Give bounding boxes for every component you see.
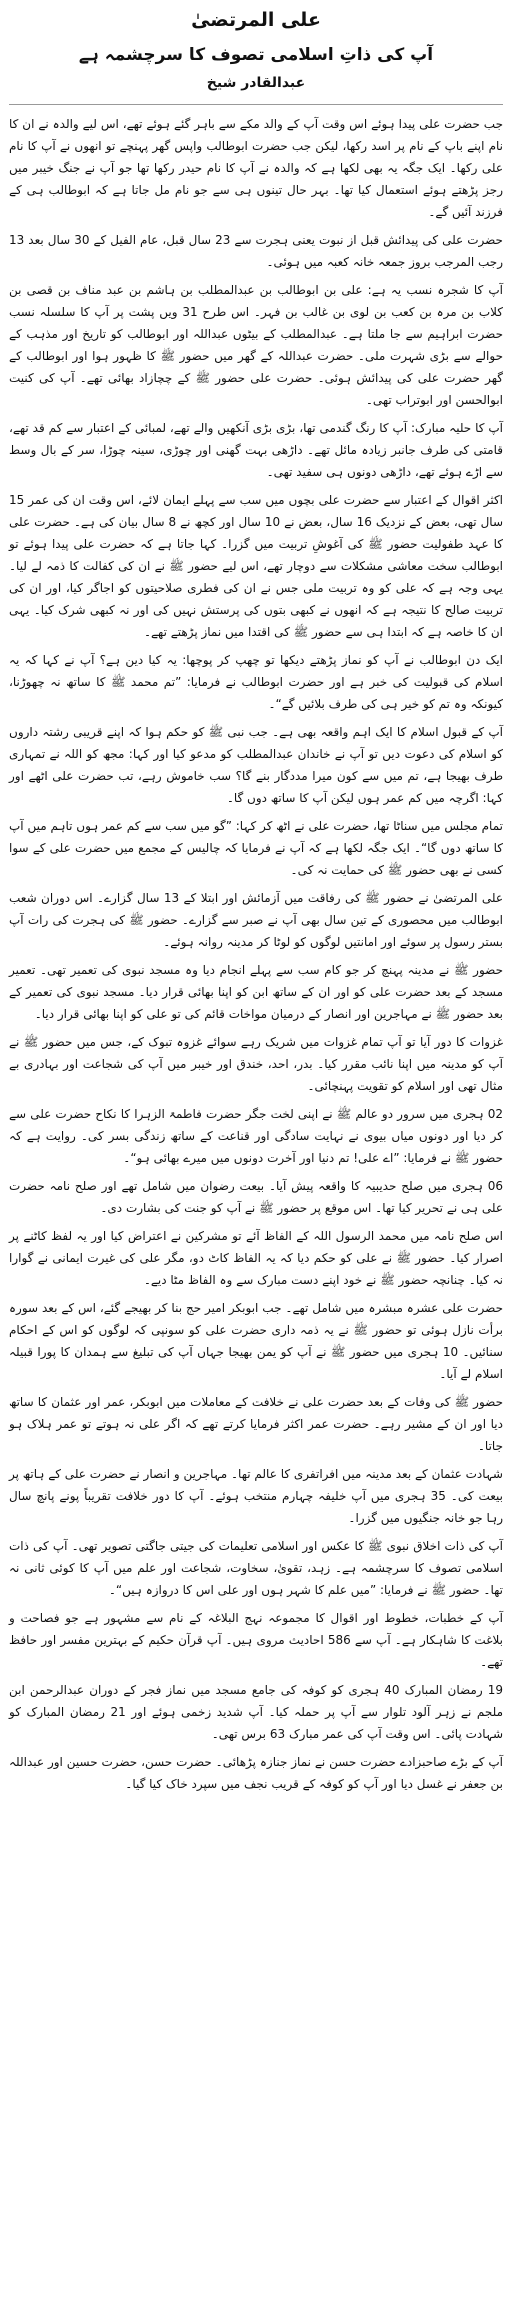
header-divider	[9, 104, 503, 105]
article-paragraph: غزوات کا دور آیا تو آپ تمام غزوات میں شریک رہے سوائے غزوہ تبوک کے، جس میں حضور ﷺ نے آپ کو مدینہ میں اپنا نائب مقرر کیا۔ بدر، احد، خندق اور خیبر میں آپ کی شجاعت اور بہادری بے مثال تھی اور اسلام کو تقویت پہنچائی۔	[9, 1035, 503, 1093]
article-paragraph: آپ کے خطبات، خطوط اور اقوال کا مجموعہ نہج البلاغہ کے نام سے مشہور ہے جو فصاحت و بلاغت کا شاہکار ہے۔ آپ سے 586 احادیث مروی ہیں۔ آپ قرآن حکیم کے بہترین مفسر اور حافظ تھے۔	[9, 1611, 503, 1669]
article-paragraph: حضور ﷺ کی وفات کے بعد حضرت علی نے خلافت کے معاملات میں ابوبکر، عمر اور عثمان کا ساتھ دیا اور ان کے مشیر رہے۔ حضرت عمر اکثر فرمایا کرتے تھے کہ اگر علی نہ ہوتے تو عمر ہلاک ہو جاتا۔	[9, 1395, 503, 1453]
article-paragraph: 19 رمضان المبارک 40 ہجری کو کوفہ کی جامع مسجد میں نماز فجر کے دوران عبدالرحمن ابن ملجم نے زہر آلود تلوار سے آپ پر حملہ کیا۔ آپ شدید زخمی ہوئے اور 21 رمضان المبارک کو شہادت پائی۔ اس وقت آپ کی عمر مبارک 63 برس تھی۔	[9, 1683, 503, 1741]
article-paragraph: اس صلح نامہ میں محمد الرسول اللہ کے الفاظ آئے تو مشرکین نے اعتراض کیا اور یہ لفظ کاٹنے پر اصرار کیا۔ حضور ﷺ نے علی کو حکم دیا کہ یہ الفاظ کاٹ دو، مگر علی کی غیرت ایمانی نے گوارا نہ کیا۔ چنانچہ حضور ﷺ نے خود اپنے دست مبارک سے وہ الفاظ مٹا دیے۔	[9, 1229, 503, 1287]
article-paragraph: جب حضرت علی پیدا ہوئے اس وقت آپ کے والد مکے سے باہر گئے ہوئے تھے، اس لیے والدہ نے ان کا نام اپنے باپ کے نام پر اسد رکھا، لیکن جب حضرت ابوطالب واپس گھر پہنچے تو انھوں نے آپ کا نام علی رکھا۔ ایک جگہ یہ بھی لکھا ہے کہ والدہ نے آپ کا نام حیدر رکھا تھا جو آپ نے جنگ خیبر میں رجز پڑھتے ہوئے استعمال کیا تھا۔ بہر حال تینوں ہی سے جو نام مل جاتا ہے کہ ابوطالب ہی کے فرزند آئیں گے۔	[9, 117, 503, 219]
article-paragraph: اکثر اقوال کے اعتبار سے حضرت علی بچوں میں سب سے پہلے ایمان لائے، اس وقت ان کی عمر 15 سال تھی، بعض کے نزدیک 16 سال، بعض نے 10 سال اور کچھ نے 8 سال بیان کی ہے۔ حضرت علی کا عہد طفولیت حضور ﷺ کی آغوشِ تربیت میں گزرا۔ کہا جاتا ہے کہ حضرت علی پیدا ہوئے تو ابوطالب سخت معاشی مشکلات سے دوچار تھے، اس لیے حضور ﷺ نے ان کی کفالت کا ذمہ لے لیا۔ یہی وجہ ہے کہ علی کو وہ تربیت ملی جس نے ان کی فطری صلاحیتوں کو اجاگر کیا، اور ان کی تربیت صالح کا نتیجہ ہے کہ انھوں نے کبھی بتوں کی پرستش نہیں کی اور نہ کبھی شرک کیا۔ یہی ان کا خاصہ ہے کہ ابتدا ہی سے حضور ﷺ کی اقتدا میں نماز پڑھتے تھے۔	[9, 493, 503, 639]
article-subtitle: آپ کی ذاتِ اسلامی تصوف کا سرچشمہ ہے	[78, 45, 434, 65]
article-paragraph: آپ کا حلیہ مبارک: آپ کا رنگ گندمی تھا، بڑی بڑی آنکھیں والے تھے، لمبائی کے اعتبار سے کم قد تھے، قامتی کی طرف جانبر زیادہ مائل تھے۔ داڑھی بہت گھنی اور چوڑی، سینہ چوڑا، سر کے بال وسط سے اڑے ہوئے تھے، داڑھی دونوں ہی سفید تھی۔	[9, 421, 503, 479]
article-paragraph: شہادت عثمان کے بعد مدینہ میں افراتفری کا عالم تھا۔ مہاجرین و انصار نے حضرت علی کے ہاتھ پر بیعت کی۔ 35 ہجری میں آپ خلیفہ چہارم منتخب ہوئے۔ آپ کا دور خلافت تقریباً پونے پانچ سال رہا جو خانہ جنگیوں میں گزرا۔	[9, 1467, 503, 1525]
article-paragraph: ایک دن ابوطالب نے آپ کو نماز پڑھتے دیکھا تو چھپ کر پوچھا: یہ کیا دین ہے؟ آپ نے کہا کہ یہ اسلام کی قبولیت کی خبر ہے اور حضرت ابوطالب نے فرمایا: ”تم محمد ﷺ کا ساتھ نہ چھوڑنا، کیونکہ وہ تم کو خیر ہی کی طرف بلائیں گے“۔	[9, 653, 503, 711]
article-paragraph: آپ کی ذات اخلاق نبوی ﷺ کا عکس اور اسلامی تعلیمات کی جیتی جاگتی تصویر تھی۔ آپ کی ذات اسلامی تصوف کا سرچشمہ ہے۔ زہد، تقویٰ، سخاوت، شجاعت اور علم میں آپ کا کوئی ثانی نہ تھا۔ حضور ﷺ نے فرمایا: ”میں علم کا شہر ہوں اور علی اس کا دروازہ ہیں“۔	[9, 1539, 503, 1597]
article-paragraph: 02 ہجری میں سرور دو عالم ﷺ نے اپنی لخت جگر حضرت فاطمۃ الزہرا کا نکاح حضرت علی سے کر دیا اور دونوں میاں بیوی نے نہایت سادگی اور قناعت کے ساتھ زندگی بسر کی۔ روایت ہے کہ حضور ﷺ نے فرمایا: ”اے علی! تم دنیا اور آخرت دونوں میں میرے بھائی ہو“۔	[9, 1107, 503, 1165]
article-paragraph: آپ کا شجرہ نسب یہ ہے: علی بن ابوطالب بن عبدالمطلب بن ہاشم بن عبد مناف بن قصی بن کلاب بن مرہ بن کعب بن لوی بن غالب بن فہر۔ اس طرح 31 ویں پشت پر آپ کا سلسلہ نسب حضرت ابراہیم سے جا ملتا ہے۔ عبدالمطلب کے بیٹوں عبداللہ اور ابوطالب کو تاریخ اور مذہب کے حوالے سے بڑی شہرت ملی۔ حضرت عبداللہ کے گھر میں حضور ﷺ کا ظہور ہوا اور ابوطالب کے گھر حضرت علی کی پیدائش ہوئی۔ حضرت علی حضور ﷺ کے چچازاد بھائی تھے۔ آپ کی کنیت ابوالحسن اور ابوتراب تھی۔	[9, 283, 503, 407]
article-paragraph: حضرت علی عشرہ مبشرہ میں شامل تھے۔ جب ابوبکر امیر حج بنا کر بھیجے گئے، اس کے بعد سورہ برأت نازل ہوئی تو حضور ﷺ نے یہ ذمہ داری حضرت علی کو سونپی کہ لوگوں کو اس کے احکام سنائیں۔ 10 ہجری میں حضور ﷺ نے آپ کو یمن بھیجا جہاں آپ کی تبلیغ سے ہمدان کا پورا قبیلہ اسلام لے آیا۔	[9, 1301, 503, 1381]
article-paragraph: علی المرتضیٰ نے حضور ﷺ کی رفاقت میں آزمائش اور ابتلا کے 13 سال گزارے۔ اس دوران شعب ابوطالب میں محصوری کے تین سال بھی آپ نے صبر سے گزارے۔ حضور ﷺ کی ہجرت کی رات آپ بستر رسول پر سوئے اور امانتیں لوگوں کو لوٹا کر مدینہ روانہ ہوئے۔	[9, 891, 503, 949]
article-paragraph: آپ کے قبول اسلام کا ایک اہم واقعہ بھی ہے۔ جب نبی ﷺ کو حکم ہوا کہ اپنے قریبی رشتہ داروں کو اسلام کی دعوت دیں تو آپ نے خاندان عبدالمطلب کو مدعو کیا اور کہا: مجھ کو اللہ نے تمہاری طرف بھیجا ہے، تم میں سے کون میرا مددگار بنے گا؟ سب خاموش رہے، تب حضرت علی اٹھے اور کہا: اگرچہ میں کم عمر ہوں لیکن آپ کا ساتھ دوں گا۔	[9, 725, 503, 805]
article-author: عبدالقادر شیخ	[206, 75, 306, 91]
article-paragraph: آپ کے بڑے صاحبزادے حضرت حسن نے نماز جنازہ پڑھائی۔ حضرت حسن، حضرت حسین اور عبداللہ بن جعفر نے غسل دیا اور آپ کو کوفہ کے قریب نجف میں سپرد خاک کیا گیا۔	[9, 1755, 503, 1791]
article-paragraph: تمام مجلس میں سناٹا تھا، حضرت علی نے اٹھ کر کہا: ”گو میں سب سے کم عمر ہوں تاہم میں آپ کا ساتھ دوں گا“۔ ایک جگہ لکھا ہے کہ آپ نے فرمایا کہ چالیس کے مجمع میں حضرت علی کے سوا کسی نے بھی حضور ﷺ کی حمایت نہ کی۔	[9, 819, 503, 877]
article-paragraph: حضور ﷺ نے مدینہ پہنچ کر جو کام سب سے پہلے انجام دیا وہ مسجد نبوی کی تعمیر تھی۔ تعمیر مسجد کے بعد حضرت علی کو اور ان کے ساتھ ابن کو اپنا بھائی قرار دیا۔ مسجد نبوی کی تعمیر کے بعد حضور ﷺ نے مہاجرین اور انصار کے درمیان مواخات قائم کی تو علی کو اپنا بھائی قرار دیا۔	[9, 963, 503, 1021]
article-paragraph: حضرت علی کی پیدائش قبل از نبوت یعنی ہجرت سے 23 سال قبل، عام الفیل کے 30 سال بعد 13 رجب المرجب بروز جمعہ خانہ کعبہ میں ہوئی۔	[9, 233, 503, 269]
article-title: علی المرتضیٰ	[191, 9, 321, 31]
article-paragraph: 06 ہجری میں صلح حدیبیہ کا واقعہ پیش آیا۔ بیعت رضوان میں شامل تھے اور صلح نامہ حضرت علی ہی نے تحریر کیا تھا۔ اس موقع پر حضور ﷺ نے آپ کو جنت کی بشارت دی۔	[9, 1179, 503, 1215]
